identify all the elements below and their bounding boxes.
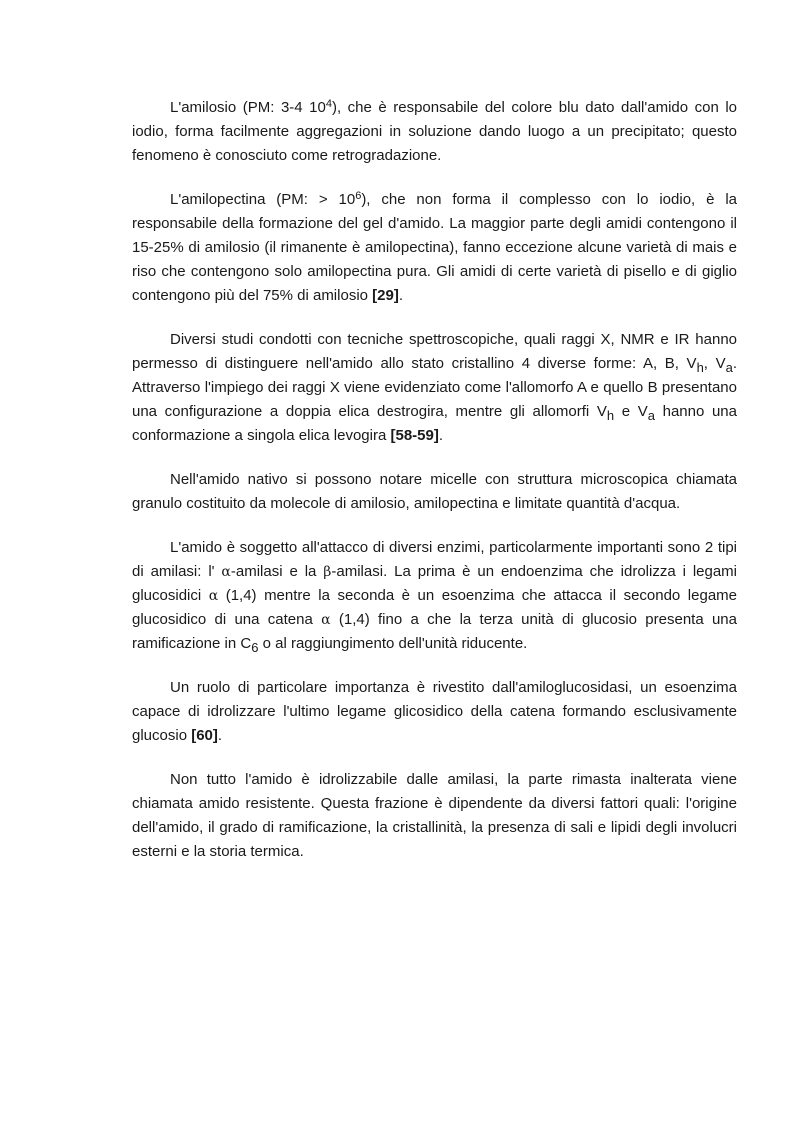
paragraph-amido-resistente	[132, 768, 737, 864]
alpha-symbol: α	[208, 588, 219, 604]
citation: [29]	[372, 287, 399, 304]
text-run: L'amilosio (PM: 3-4 10	[170, 99, 326, 116]
subscript: 6	[251, 640, 259, 655]
subscript: a	[725, 360, 733, 375]
paragraph-amido-nativo	[132, 468, 737, 516]
text-run: (1,4) fino a che la terza unità di glucosio presenta una ramificazione in C	[132, 611, 737, 652]
subscript: a	[647, 408, 655, 423]
text-run: Non tutto l'amido è idrolizzabile dalle amilasi, la parte rimasta inalterata viene chiamata amido resistente. Questa frazione è dipendente da diversi fattori quali: l'origine dell'amido, il grado di ramificazione, la cristallinità, la presenza di sali e lipidi degli involucri esterni e la storia termica.	[132, 771, 737, 860]
text-run: Diversi studi condotti con tecniche spettroscopiche, quali raggi X, NMR e IR hanno permesso di distinguere nell'amido allo stato cristallino 4 diverse forme: A, B, V	[132, 331, 737, 372]
superscript: 4	[325, 98, 332, 110]
text-run: -amilasi e la	[230, 563, 324, 580]
paragraph-forme-cristalline	[132, 328, 737, 448]
citation: [60]	[191, 727, 218, 744]
text-run: .	[217, 727, 223, 744]
paragraph-amilopectina	[132, 188, 737, 308]
text-run: Un ruolo di particolare importanza è rivestito dall'amiloglucosidasi, un esoenzima capace di idrolizzare l'ultimo legame glicosidico della catena formando esclusivamente glucosio	[132, 679, 737, 744]
alpha-symbol: α	[321, 612, 331, 628]
text-run: (1,4) mentre la seconda è un esoenzima che attacca il secondo legame glucosidico di una catena	[132, 587, 737, 628]
citation: [58-59]	[390, 427, 439, 444]
document-page	[132, 96, 737, 884]
text-run: Nell'amido nativo si possono notare micelle con struttura microscopica chiamata granulo costituito da molecole di amilosio, amilopectina e limitate quantità d'acqua.	[132, 471, 737, 512]
text-run: L'amido è soggetto all'attacco di diversi enzimi, particolarmente importanti sono 2 tipi di amilasi: l'	[132, 539, 737, 580]
text-run: -amilasi. La prima è un endoenzima che idrolizza i legami glucosidici	[132, 563, 738, 604]
beta-symbol: β	[323, 564, 332, 580]
subscript: h	[606, 408, 615, 423]
text-run: ), che è responsabile del colore blu dato dall'amido con lo iodio, forma facilmente aggregazioni in soluzione dando luogo a un precipitato; questo fenomeno è conosciuto come retrogradazione.	[132, 99, 737, 164]
text-run: ), che non forma il complesso con lo iodio, è la responsabile della formazione del gel d'amido. La maggior parte degli amidi contengono il 15-25% di amilosio (il rimanente è amilopectina), fanno eccezione alcune varietà di mais e riso che contengono solo amilopectina pura. Gli amidi di certe varietà di pisello e di giglio contengono più del 75% di amilosio	[132, 191, 737, 304]
paragraph-amilosio	[132, 96, 737, 168]
text-run: . Attraverso l'impiego dei raggi X viene evidenziato come l'allomorfo A e quello B presentano una configurazione a doppia elica destrogira, mentre gli allomorfi V	[132, 355, 737, 420]
text-run: e V	[614, 403, 648, 420]
subscript: h	[696, 360, 704, 375]
text-run: hanno una conformazione a singola elica levogira	[132, 403, 737, 444]
paragraph-enzimi	[132, 536, 737, 656]
text-run: .	[398, 287, 404, 304]
paragraph-amiloglucosidasi	[132, 676, 737, 748]
text-run: o al raggiungimento dell'unità riducente.	[258, 635, 528, 652]
alpha-symbol: α	[221, 564, 231, 580]
superscript: 6	[355, 190, 362, 202]
text-run: .	[438, 427, 444, 444]
text-run: , V	[703, 355, 726, 372]
text-run: L'amilopectina (PM: > 10	[170, 191, 356, 208]
